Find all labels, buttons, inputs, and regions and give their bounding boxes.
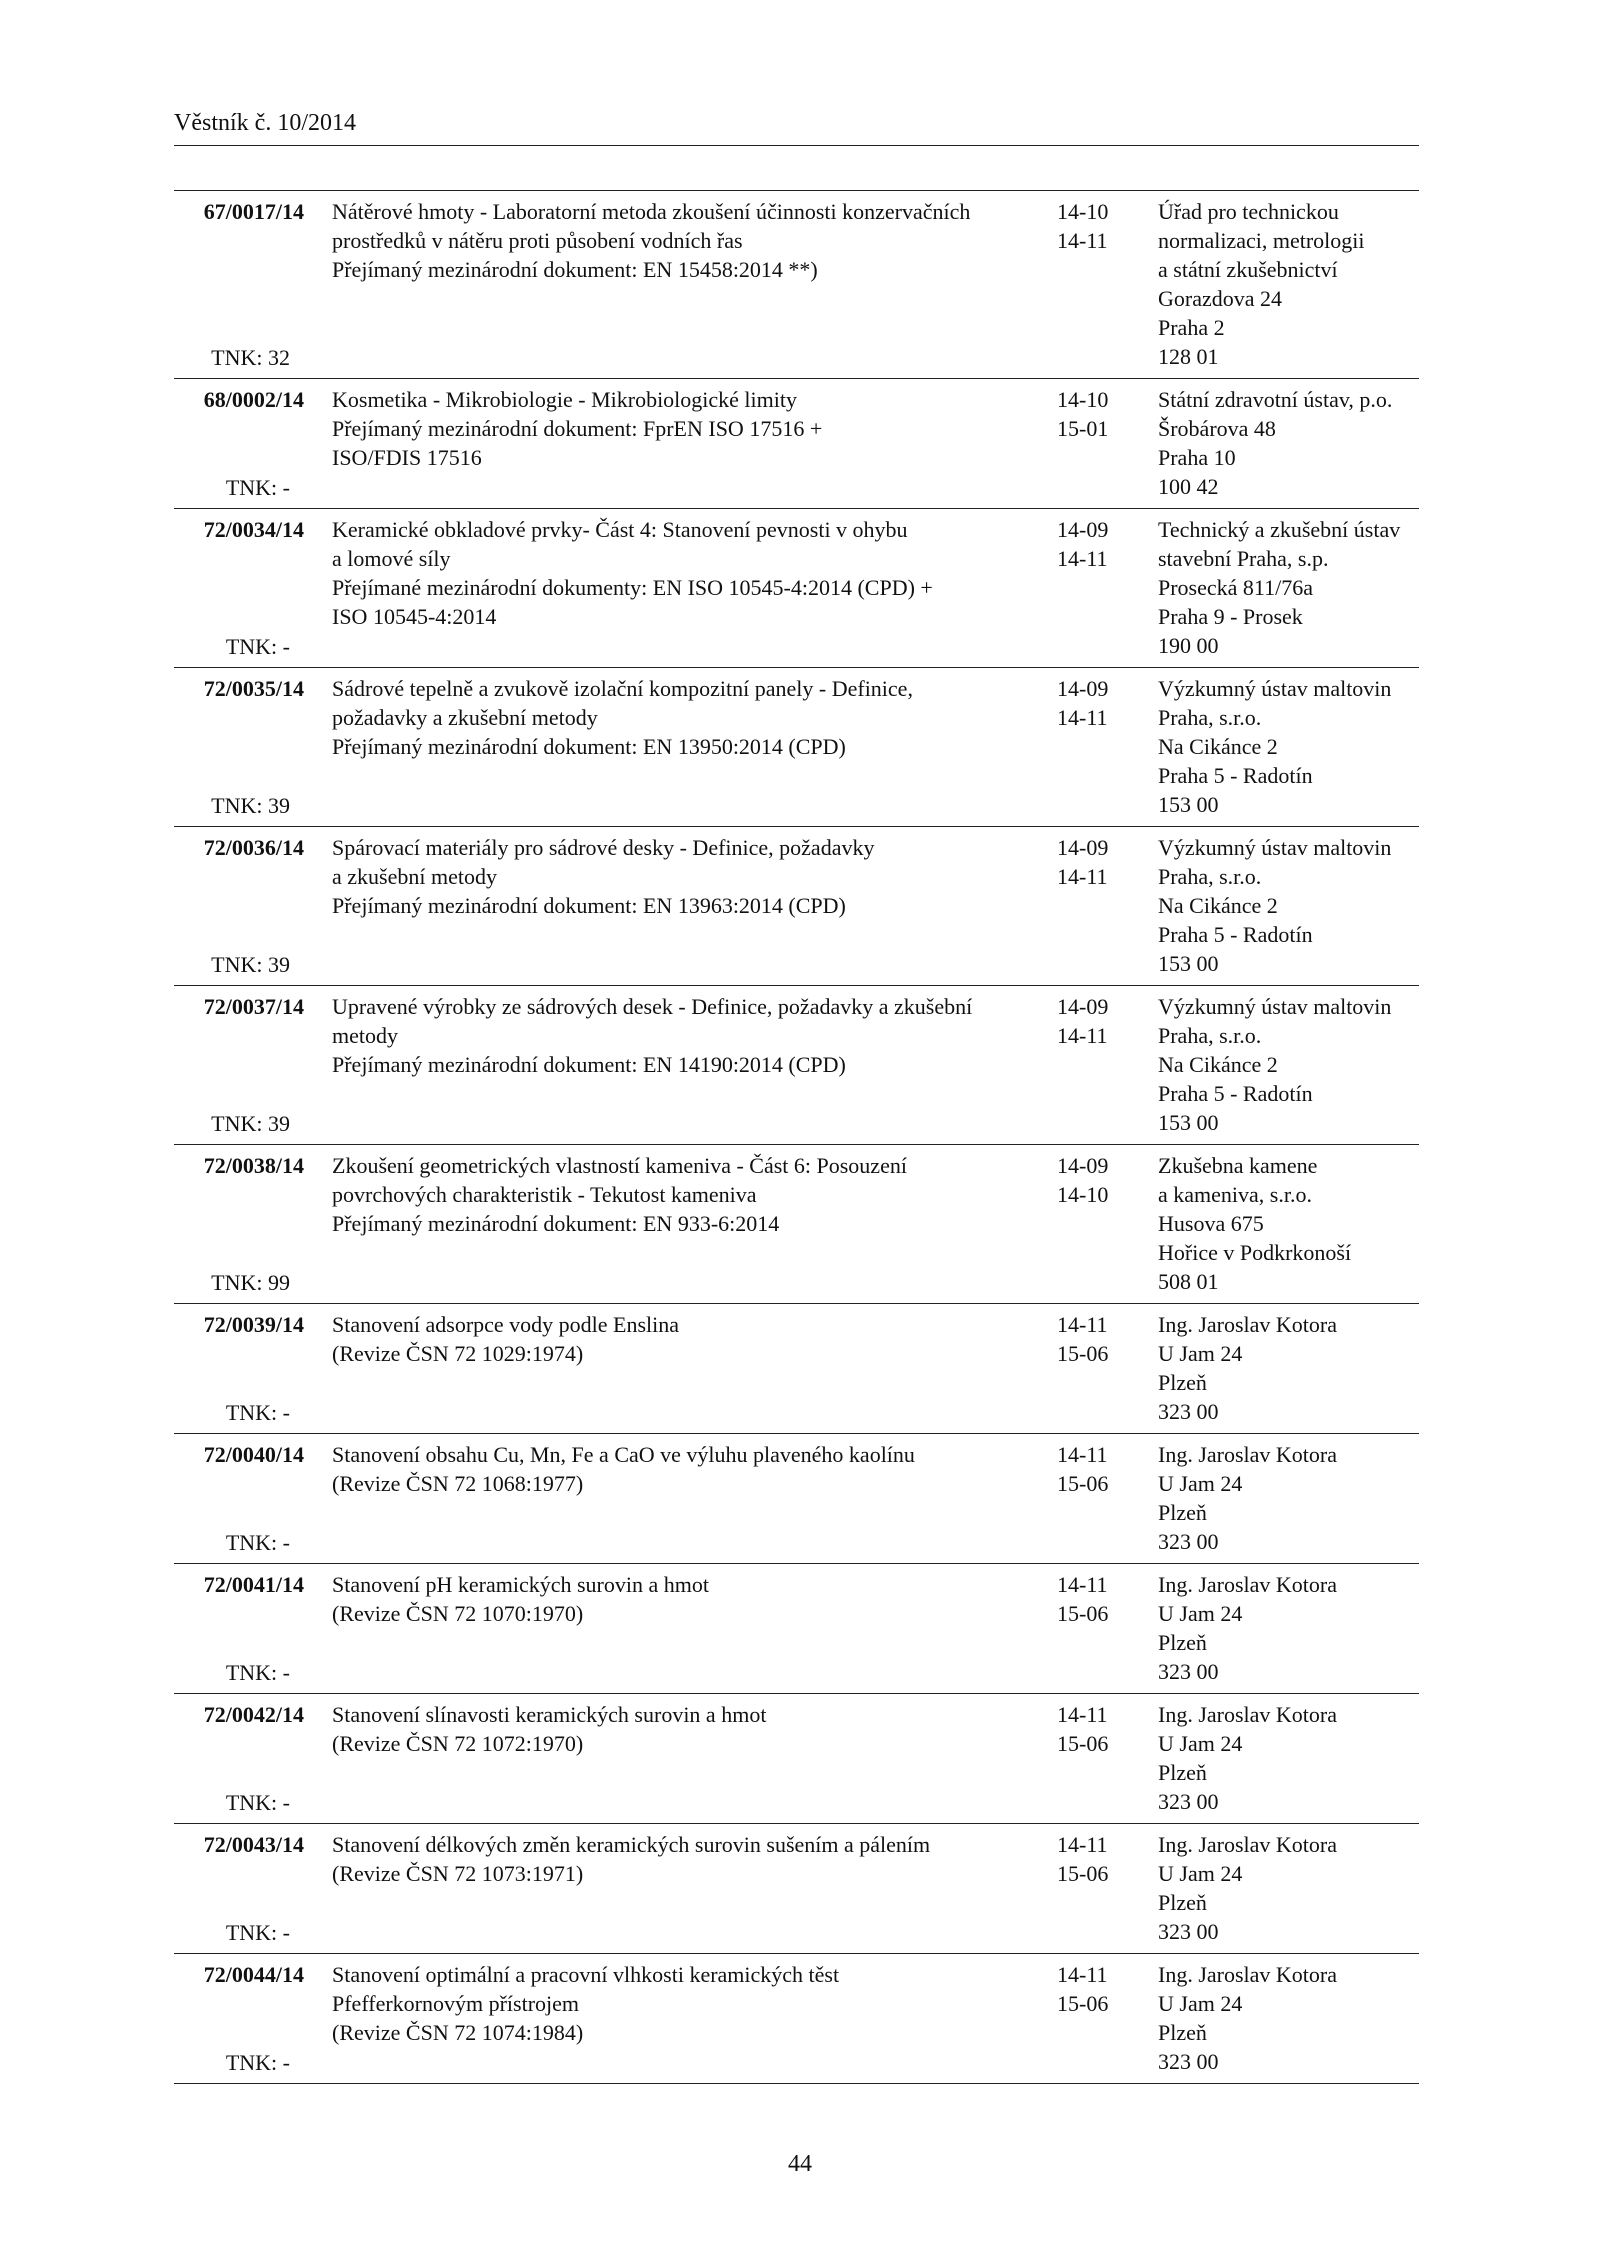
title-line: Přejímaný mezinárodní dokument: EN 14190:2014 (CPD) bbox=[332, 1052, 846, 1077]
organization-line: Státní zdravotní ústav, p.o. bbox=[1158, 387, 1393, 412]
organization-line: U Jam 24 bbox=[1158, 1731, 1243, 1756]
organization-line: Ing. Jaroslav Kotora bbox=[1158, 1572, 1338, 1597]
date-value: 14-10 bbox=[1057, 199, 1109, 224]
standard-number: 72/0043/14 bbox=[203, 1832, 304, 1857]
organization-line: U Jam 24 bbox=[1158, 1601, 1243, 1626]
organization-line: 153 00 bbox=[1158, 951, 1219, 976]
title-line: Zkoušení geometrických vlastností kameniva - Část 6: Posouzení bbox=[332, 1153, 907, 1178]
table-row bbox=[174, 1145, 1419, 1304]
standard-number: 72/0044/14 bbox=[203, 1962, 304, 1987]
table-row bbox=[174, 509, 1419, 668]
tnk-label: TNK: - bbox=[225, 1790, 290, 1815]
organization-line: 323 00 bbox=[1158, 1919, 1219, 1944]
organization-line: Ing. Jaroslav Kotora bbox=[1158, 1312, 1338, 1337]
table-row bbox=[174, 1954, 1419, 2084]
date-value: 14-10 bbox=[1057, 387, 1109, 412]
organization-line: Plzeň bbox=[1158, 1500, 1207, 1525]
title-line: Kosmetika - Mikrobiologie - Mikrobiologické limity bbox=[332, 387, 797, 412]
organization-line: Plzeň bbox=[1158, 1760, 1207, 1785]
tnk-label: TNK: - bbox=[225, 1400, 290, 1425]
standard-number: 72/0034/14 bbox=[203, 517, 304, 542]
title-line: a zkušební metody bbox=[332, 864, 497, 889]
organization-line: Ing. Jaroslav Kotora bbox=[1158, 1442, 1338, 1467]
header-rule bbox=[174, 145, 1419, 146]
organization-line: Ing. Jaroslav Kotora bbox=[1158, 1702, 1338, 1727]
tnk-label: TNK: - bbox=[225, 475, 290, 500]
dates-column bbox=[1057, 1960, 1137, 2018]
standard-number: 72/0039/14 bbox=[203, 1312, 304, 1337]
title-line: a lomové síly bbox=[332, 546, 451, 571]
title-line: Přejímaný mezinárodní dokument: EN 15458:2014 **) bbox=[332, 257, 818, 282]
dates-column bbox=[1057, 992, 1137, 1050]
organization-line: Ing. Jaroslav Kotora bbox=[1158, 1832, 1338, 1857]
date-value: 14-09 bbox=[1057, 517, 1109, 542]
organization-line: Praha 5 - Radotín bbox=[1158, 922, 1313, 947]
organization-line: Výzkumný ústav maltovin bbox=[1158, 835, 1392, 860]
title-line: Keramické obkladové prvky- Část 4: Stanovení pevnosti v ohybu bbox=[332, 517, 908, 542]
tnk-label: TNK: 39 bbox=[211, 1111, 290, 1136]
organization-line: 323 00 bbox=[1158, 2049, 1219, 2074]
date-value: 15-06 bbox=[1057, 1341, 1109, 1366]
organization-line: Na Cikánce 2 bbox=[1158, 734, 1278, 759]
table-row bbox=[174, 1824, 1419, 1954]
tnk-label: TNK: - bbox=[225, 1660, 290, 1685]
table-row bbox=[174, 191, 1419, 379]
organization-line: 323 00 bbox=[1158, 1529, 1219, 1554]
date-value: 14-11 bbox=[1057, 864, 1108, 889]
standard-number: 68/0002/14 bbox=[203, 387, 304, 412]
dates-column bbox=[1057, 1310, 1137, 1368]
date-value: 15-06 bbox=[1057, 1731, 1109, 1756]
title-line: ISO 10545-4:2014 bbox=[332, 604, 497, 629]
tnk-label: TNK: - bbox=[225, 634, 290, 659]
organization-line: Plzeň bbox=[1158, 1630, 1207, 1655]
organization-line: 190 00 bbox=[1158, 633, 1219, 658]
date-value: 15-01 bbox=[1057, 416, 1109, 441]
processor-organization bbox=[1158, 515, 1428, 660]
dates-column bbox=[1057, 385, 1137, 443]
title-line: Stanovení adsorpce vody podle Enslina bbox=[332, 1312, 680, 1337]
date-value: 15-06 bbox=[1057, 1601, 1109, 1626]
title-line: Přejímaný mezinárodní dokument: EN 933-6:2014 bbox=[332, 1211, 780, 1236]
organization-line: a kameniva, s.r.o. bbox=[1158, 1182, 1312, 1207]
date-value: 14-11 bbox=[1057, 705, 1108, 730]
organization-line: Gorazdova 24 bbox=[1158, 286, 1283, 311]
organization-line: 323 00 bbox=[1158, 1399, 1219, 1424]
table-row bbox=[174, 1304, 1419, 1434]
organization-line: Praha 5 - Radotín bbox=[1158, 763, 1313, 788]
title-line: Spárovací materiály pro sádrové desky - Definice, požadavky bbox=[332, 835, 875, 860]
organization-line: 153 00 bbox=[1158, 792, 1219, 817]
tnk-label: TNK: 32 bbox=[211, 345, 290, 370]
table-row bbox=[174, 668, 1419, 827]
organization-line: U Jam 24 bbox=[1158, 1861, 1243, 1886]
organization-line: normalizaci, metrologii bbox=[1158, 228, 1365, 253]
organization-line: stavební Praha, s.p. bbox=[1158, 546, 1329, 571]
standard-number: 72/0035/14 bbox=[203, 676, 304, 701]
table-row bbox=[174, 379, 1419, 509]
date-value: 14-11 bbox=[1057, 1442, 1108, 1467]
dates-column bbox=[1057, 833, 1137, 891]
date-value: 15-06 bbox=[1057, 1861, 1109, 1886]
title-line: Přejímané mezinárodní dokumenty: EN ISO 10545-4:2014 (CPD) + bbox=[332, 575, 933, 600]
organization-line: Zkušebna kamene bbox=[1158, 1153, 1318, 1178]
organization-line: Na Cikánce 2 bbox=[1158, 1052, 1278, 1077]
processor-organization bbox=[1158, 1960, 1428, 2076]
processor-organization bbox=[1158, 833, 1428, 978]
title-line: Stanovení optimální a pracovní vlhkosti keramických těst bbox=[332, 1962, 840, 1987]
organization-line: Husova 675 bbox=[1158, 1211, 1264, 1236]
organization-line: Praha 9 - Prosek bbox=[1158, 604, 1303, 629]
date-value: 14-09 bbox=[1057, 676, 1109, 701]
processor-organization bbox=[1158, 197, 1428, 371]
date-value: 14-11 bbox=[1057, 228, 1108, 253]
organization-line: Praha, s.r.o. bbox=[1158, 705, 1262, 730]
processor-organization bbox=[1158, 385, 1428, 501]
organization-line: 323 00 bbox=[1158, 1789, 1219, 1814]
dates-column bbox=[1057, 1440, 1137, 1498]
organization-line: Ing. Jaroslav Kotora bbox=[1158, 1962, 1338, 1987]
title-line: Přejímaný mezinárodní dokument: FprEN ISO 17516 + bbox=[332, 416, 823, 441]
title-line: (Revize ČSN 72 1068:1977) bbox=[332, 1471, 584, 1496]
date-value: 14-10 bbox=[1057, 1182, 1109, 1207]
processor-organization bbox=[1158, 1440, 1428, 1556]
standard-number: 72/0038/14 bbox=[203, 1153, 304, 1178]
page-number: 44 bbox=[788, 2151, 812, 2177]
tnk-label: TNK: 99 bbox=[211, 1270, 290, 1295]
tnk-label: TNK: - bbox=[225, 1530, 290, 1555]
organization-line: Výzkumný ústav maltovin bbox=[1158, 994, 1392, 1019]
organization-line: U Jam 24 bbox=[1158, 1471, 1243, 1496]
processor-organization bbox=[1158, 1570, 1428, 1686]
date-value: 14-09 bbox=[1057, 835, 1109, 860]
organization-line: U Jam 24 bbox=[1158, 1341, 1243, 1366]
date-value: 15-06 bbox=[1057, 1471, 1109, 1496]
organization-line: Úřad pro technickou bbox=[1158, 199, 1339, 224]
dates-column bbox=[1057, 1700, 1137, 1758]
organization-line: 508 01 bbox=[1158, 1269, 1219, 1294]
organization-line: Plzeň bbox=[1158, 2020, 1207, 2045]
date-value: 14-11 bbox=[1057, 1023, 1108, 1048]
organization-line: Praha 10 bbox=[1158, 445, 1236, 470]
organization-line: Plzeň bbox=[1158, 1890, 1207, 1915]
title-line: Upravené výrobky ze sádrových desek - Definice, požadavky a zkušební bbox=[332, 994, 973, 1019]
dates-column bbox=[1057, 515, 1137, 573]
title-line: Sádrové tepelně a zvukově izolační kompozitní panely - Definice, bbox=[332, 676, 913, 701]
standard-number: 72/0036/14 bbox=[203, 835, 304, 860]
standard-number: 67/0017/14 bbox=[203, 199, 304, 224]
date-value: 14-11 bbox=[1057, 1312, 1108, 1337]
date-value: 14-11 bbox=[1057, 1702, 1108, 1727]
standards-table bbox=[174, 190, 1419, 2084]
organization-line: Praha, s.r.o. bbox=[1158, 1023, 1262, 1048]
organization-line: Výzkumný ústav maltovin bbox=[1158, 676, 1392, 701]
title-line: (Revize ČSN 72 1072:1970) bbox=[332, 1731, 584, 1756]
dates-column bbox=[1057, 197, 1137, 255]
organization-line: Praha 2 bbox=[1158, 315, 1225, 340]
tnk-label: TNK: - bbox=[225, 2050, 290, 2075]
title-line: Stanovení pH keramických surovin a hmot bbox=[332, 1572, 709, 1597]
date-value: 14-11 bbox=[1057, 1962, 1108, 1987]
organization-line: 128 01 bbox=[1158, 344, 1219, 369]
organization-line: a státní zkušebnictví bbox=[1158, 257, 1338, 282]
title-line: požadavky a zkušební metody bbox=[332, 705, 598, 730]
tnk-label: TNK: 39 bbox=[211, 952, 290, 977]
page-header: Věstník č. 10/2014 bbox=[174, 110, 356, 136]
table-row bbox=[174, 827, 1419, 986]
organization-line: 153 00 bbox=[1158, 1110, 1219, 1135]
standard-number: 72/0037/14 bbox=[203, 994, 304, 1019]
table-row bbox=[174, 1694, 1419, 1824]
date-value: 14-09 bbox=[1057, 1153, 1109, 1178]
processor-organization bbox=[1158, 1830, 1428, 1946]
organization-line: Plzeň bbox=[1158, 1370, 1207, 1395]
date-value: 14-11 bbox=[1057, 1572, 1108, 1597]
standard-number: 72/0041/14 bbox=[203, 1572, 304, 1597]
dates-column bbox=[1057, 1830, 1137, 1888]
tnk-label: TNK: 39 bbox=[211, 793, 290, 818]
date-value: 14-09 bbox=[1057, 994, 1109, 1019]
title-line: Stanovení slínavosti keramických surovin a hmot bbox=[332, 1702, 767, 1727]
title-line: ISO/FDIS 17516 bbox=[332, 445, 482, 470]
processor-organization bbox=[1158, 1151, 1428, 1296]
title-line: (Revize ČSN 72 1073:1971) bbox=[332, 1861, 584, 1886]
title-line: Přejímaný mezinárodní dokument: EN 13963:2014 (CPD) bbox=[332, 893, 846, 918]
organization-line: Šrobárova 48 bbox=[1158, 416, 1276, 441]
processor-organization bbox=[1158, 1310, 1428, 1426]
title-line: Nátěrové hmoty - Laboratorní metoda zkoušení účinnosti konzervačních bbox=[332, 199, 971, 224]
organization-line: Na Cikánce 2 bbox=[1158, 893, 1278, 918]
organization-line: U Jam 24 bbox=[1158, 1991, 1243, 2016]
title-line: prostředků v nátěru proti působení vodních řas bbox=[332, 228, 743, 253]
title-line: (Revize ČSN 72 1070:1970) bbox=[332, 1601, 584, 1626]
table-row bbox=[174, 986, 1419, 1145]
dates-column bbox=[1057, 674, 1137, 732]
date-value: 14-11 bbox=[1057, 1832, 1108, 1857]
date-value: 15-06 bbox=[1057, 1991, 1109, 2016]
title-line: Stanovení délkových změn keramických surovin sušením a pálením bbox=[332, 1832, 931, 1857]
date-value: 14-11 bbox=[1057, 546, 1108, 571]
title-line: (Revize ČSN 72 1029:1974) bbox=[332, 1341, 584, 1366]
dates-column bbox=[1057, 1151, 1137, 1209]
title-line: metody bbox=[332, 1023, 398, 1048]
title-line: Stanovení obsahu Cu, Mn, Fe a CaO ve výluhu plaveného kaolínu bbox=[332, 1442, 915, 1467]
processor-organization bbox=[1158, 674, 1428, 819]
title-line: Pfefferkornovým přístrojem bbox=[332, 1991, 580, 2016]
title-line: (Revize ČSN 72 1074:1984) bbox=[332, 2020, 584, 2045]
organization-line: Prosecká 811/76a bbox=[1158, 575, 1313, 600]
processor-organization bbox=[1158, 992, 1428, 1137]
organization-line: Praha, s.r.o. bbox=[1158, 864, 1262, 889]
table-row bbox=[174, 1434, 1419, 1564]
dates-column bbox=[1057, 1570, 1137, 1628]
table-row bbox=[174, 1564, 1419, 1694]
tnk-label: TNK: - bbox=[225, 1920, 290, 1945]
organization-line: Praha 5 - Radotín bbox=[1158, 1081, 1313, 1106]
organization-line: 323 00 bbox=[1158, 1659, 1219, 1684]
organization-line: 100 42 bbox=[1158, 474, 1219, 499]
title-line: Přejímaný mezinárodní dokument: EN 13950:2014 (CPD) bbox=[332, 734, 846, 759]
standard-number: 72/0040/14 bbox=[203, 1442, 304, 1467]
title-line: povrchových charakteristik - Tekutost kameniva bbox=[332, 1182, 757, 1207]
organization-line: Technický a zkušební ústav bbox=[1158, 517, 1401, 542]
organization-line: Hořice v Podkrkonoší bbox=[1158, 1240, 1352, 1265]
processor-organization bbox=[1158, 1700, 1428, 1816]
standard-number: 72/0042/14 bbox=[203, 1702, 304, 1727]
